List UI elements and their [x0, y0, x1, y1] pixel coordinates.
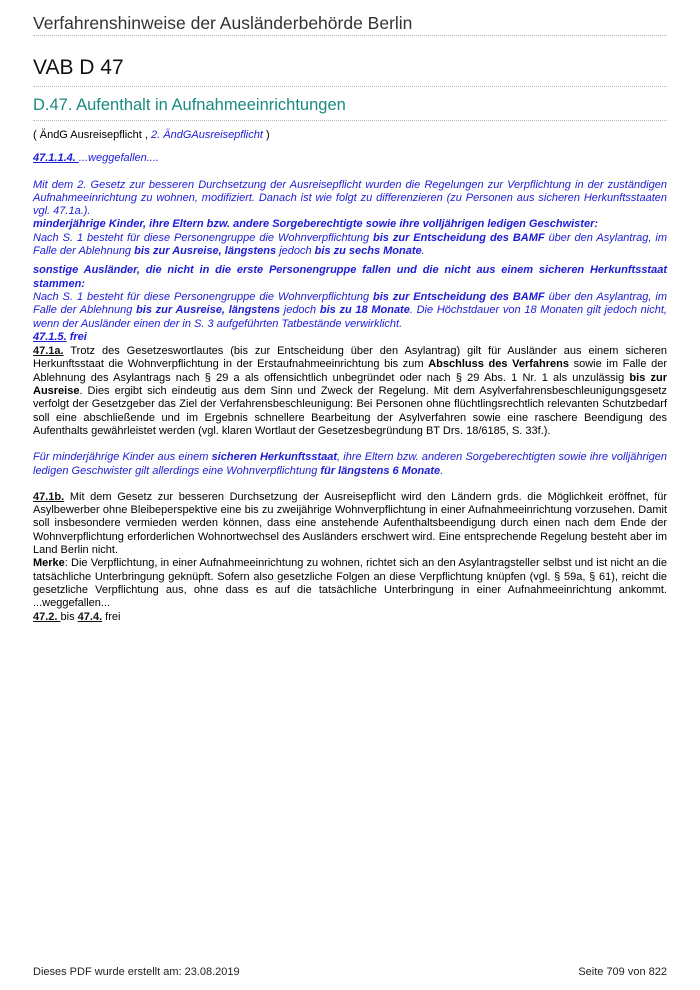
title-divider	[33, 86, 667, 87]
para-number-link[interactable]: 47.1.5.	[33, 330, 67, 343]
group-2-heading: sonstige Ausländer, die nicht in die erste Personengruppe fallen und die nicht aus einem sicheren Herkunftsstaat stammen:	[33, 264, 667, 290]
para-number-link[interactable]: 47.1.1.4.	[33, 152, 79, 165]
para-47-1-1-4: 47.1.1.4. ...weggefallen....	[33, 152, 159, 165]
para-47-1a: 47.1a. Trotz des Gesetzeswortlautes (bis zur Entscheidung über den Asylantrag) gilt für Ausländer aus einem sicheren Herkunftsstaat die Wohnverpflichtung in der Erstaufnahmeeinrichtung bis zum Abschluss des Verfahrens sowie im Falle der Ablehnung des Asylantrags nach § 29 a als offensichtlich unbegründet oder nach § 29 Abs. 1 Nr. 1 als unzulässig bis zur Ausreise. Dies ergibt sich eindeutig aus dem Sinn und Zweck der Regelung. Mit dem Asylverfahrensbeschleunigungsgesetz verfolgt der Gesetzgeber das Ziel der Verfahrensbeschleunigung: Bei Personen ohne flüchtlingsrechtlich relevanten Schutzbedarf soll eine abschließende und im Ergebnis schnellere Bearbeitung der Asylverfahren sowie eine raschere Beendigung des Aufenthalts gewährleistet werden (vgl. klaren Wortlaut der Gesetzesbegründung BT Drs. 18/6185, S. 33f.).	[33, 345, 668, 437]
para-group-2	[33, 264, 667, 344]
doc-title: VAB D 47	[33, 56, 124, 79]
footer	[33, 966, 667, 978]
group-1-text: Nach S. 1 besteht für diese Personengruppe die Wohnverpflichtung bis zur Entscheidung des BAMF über den Asylantrag, im Falle der Ablehnung bis zur Ausreise, längstens jedoch bis zu sechs Monate.	[33, 231, 667, 258]
para-47-4-link[interactable]: 47.4.	[77, 610, 103, 623]
references-line: ( ÄndG Ausreisepflicht , 2. ÄndGAusreisepflicht )	[33, 129, 270, 141]
para-47-2-link[interactable]: 47.2.	[33, 610, 61, 623]
group-1-heading: minderjährige Kinder, ihre Eltern bzw. andere Sorgeberechtigte sowie ihre volljährigen ledigen Geschwister:	[33, 218, 599, 231]
section-title: D.47. Aufenthalt in Aufnahmeeinrichtungen	[33, 96, 346, 114]
para-47-1-5: 47.1.5. frei	[33, 330, 87, 343]
group-2-text: Nach S. 1 besteht für diese Personengruppe die Wohnverpflichtung bis zur Entscheidung des BAMF über den Asylantrag, im Falle der Ablehnung bis zur Ausreise, längstens jedoch bis zu 18 Monate. Die Höchstdauer von 18 Monaten gilt jedoch nicht, wenn der Ausländer einen der in S. 3 aufgeführten Tatbestände verwirklicht.	[33, 290, 667, 330]
merke-note: Merke: Die Verpflichtung, in einer Aufnahmeeinrichtung zu wohnen, richtet sich an den Asylantragsteller selbst und ist nicht an die tatsächliche Unterbringung geknüpft. Sofern also gesetzliche Folgen an diese Verpflichtung knüpfen (vgl. § 59a, § 61), reicht die gesetzliche Verpflichtung aus, ohne dass es auf die tatsächliche Unterbringung in einer Aufnahmeeinrichtung ankommt. ...weggefallen...	[33, 557, 667, 610]
para-47-2-bis-47-4: 47.2. bis 47.4. frei	[33, 610, 121, 623]
section-divider	[33, 120, 667, 121]
header-divider	[33, 35, 667, 36]
footer-created-date: Dieses PDF wurde erstellt am: 23.08.2019	[33, 966, 240, 978]
para-number-link[interactable]: 47.1b.	[33, 490, 65, 503]
document-page	[33, 0, 667, 624]
para-number-link[interactable]: 47.1a.	[33, 345, 64, 358]
ref-2-andg-link[interactable]: 2. ÄndGAusreisepflicht	[151, 129, 263, 141]
header-title: Verfahrenshinweise der Ausländerbehörde Berlin	[33, 13, 413, 33]
para-sichere-herkunft: Für minderjährige Kinder aus einem sicheren Herkunftsstaat, ihre Eltern bzw. anderen Sorgeberechtigten sowie ihre volljährigen ledigen Geschwister gilt allerdings eine Wohnverpflichtung für längstens 6 Monate.	[33, 451, 668, 477]
para-47-1b: 47.1b. Mit dem Gesetz zur besseren Durchsetzung der Ausreisepflicht wird den Ländern grds. die Möglichkeit eröffnet, für Asylbewerber ohne Bleibeperspektive eine bis zu zweijährige Wohnverpflichtung in einer Aufnahmeeinrichtung vorzusehen. Damit soll insbesondere vermieden werden können, dass eine anstehende Aufenthaltsbeendigung durch einen nach dem Ende der Wohnverpflichtung erforderlichen Wohnortwechsel des Ausländers erschwert wird. Eine entsprechende Regelung besteht aber im Land Berlin nicht. Merke: Die Verpflichtung, in einer Aufnahmeeinrichtung zu wohnen, richtet sich an den Asylantragsteller selbst und ist nicht an die tatsächliche Unterbringung geknüpft. Sofern also gesetzliche Folgen an diese Verpflichtung knüpfen (vgl. § 59a, § 61), reicht die gesetzliche Verpflichtung aus, ohne dass es auf die tatsächliche Unterbringung in einer Aufnahmeeinrichtung ankommt. ...weggefallen...	[33, 490, 667, 610]
ref-andg-link[interactable]: ÄndG Ausreisepflicht	[39, 129, 142, 141]
footer-page-number: Seite 709 von 822	[578, 966, 667, 978]
para-intro: Mit dem 2. Gesetz zur besseren Durchsetzung der Ausreisepflicht wurden die Regelungen zur Verpflichtung in der zuständigen Aufnahmeeinrichtung zu wohnen, modifiziert. Danach ist wie folgt zu differenzieren (zu Personen aus sicheren Herkunftsstaaten vgl. 47.1a.). minderjährige Kinder, ihre Eltern bzw. andere Sorgeberechtigte sowie ihre volljährigen ledigen Geschwister: Nach S. 1 besteht für diese Personengruppe die Wohnverpflichtung bis zur Entscheidung des BAMF über den Asylantrag, im Falle der Ablehnung bis zur Ausreise, längstens jedoch bis zu sechs Monate.	[33, 178, 667, 258]
